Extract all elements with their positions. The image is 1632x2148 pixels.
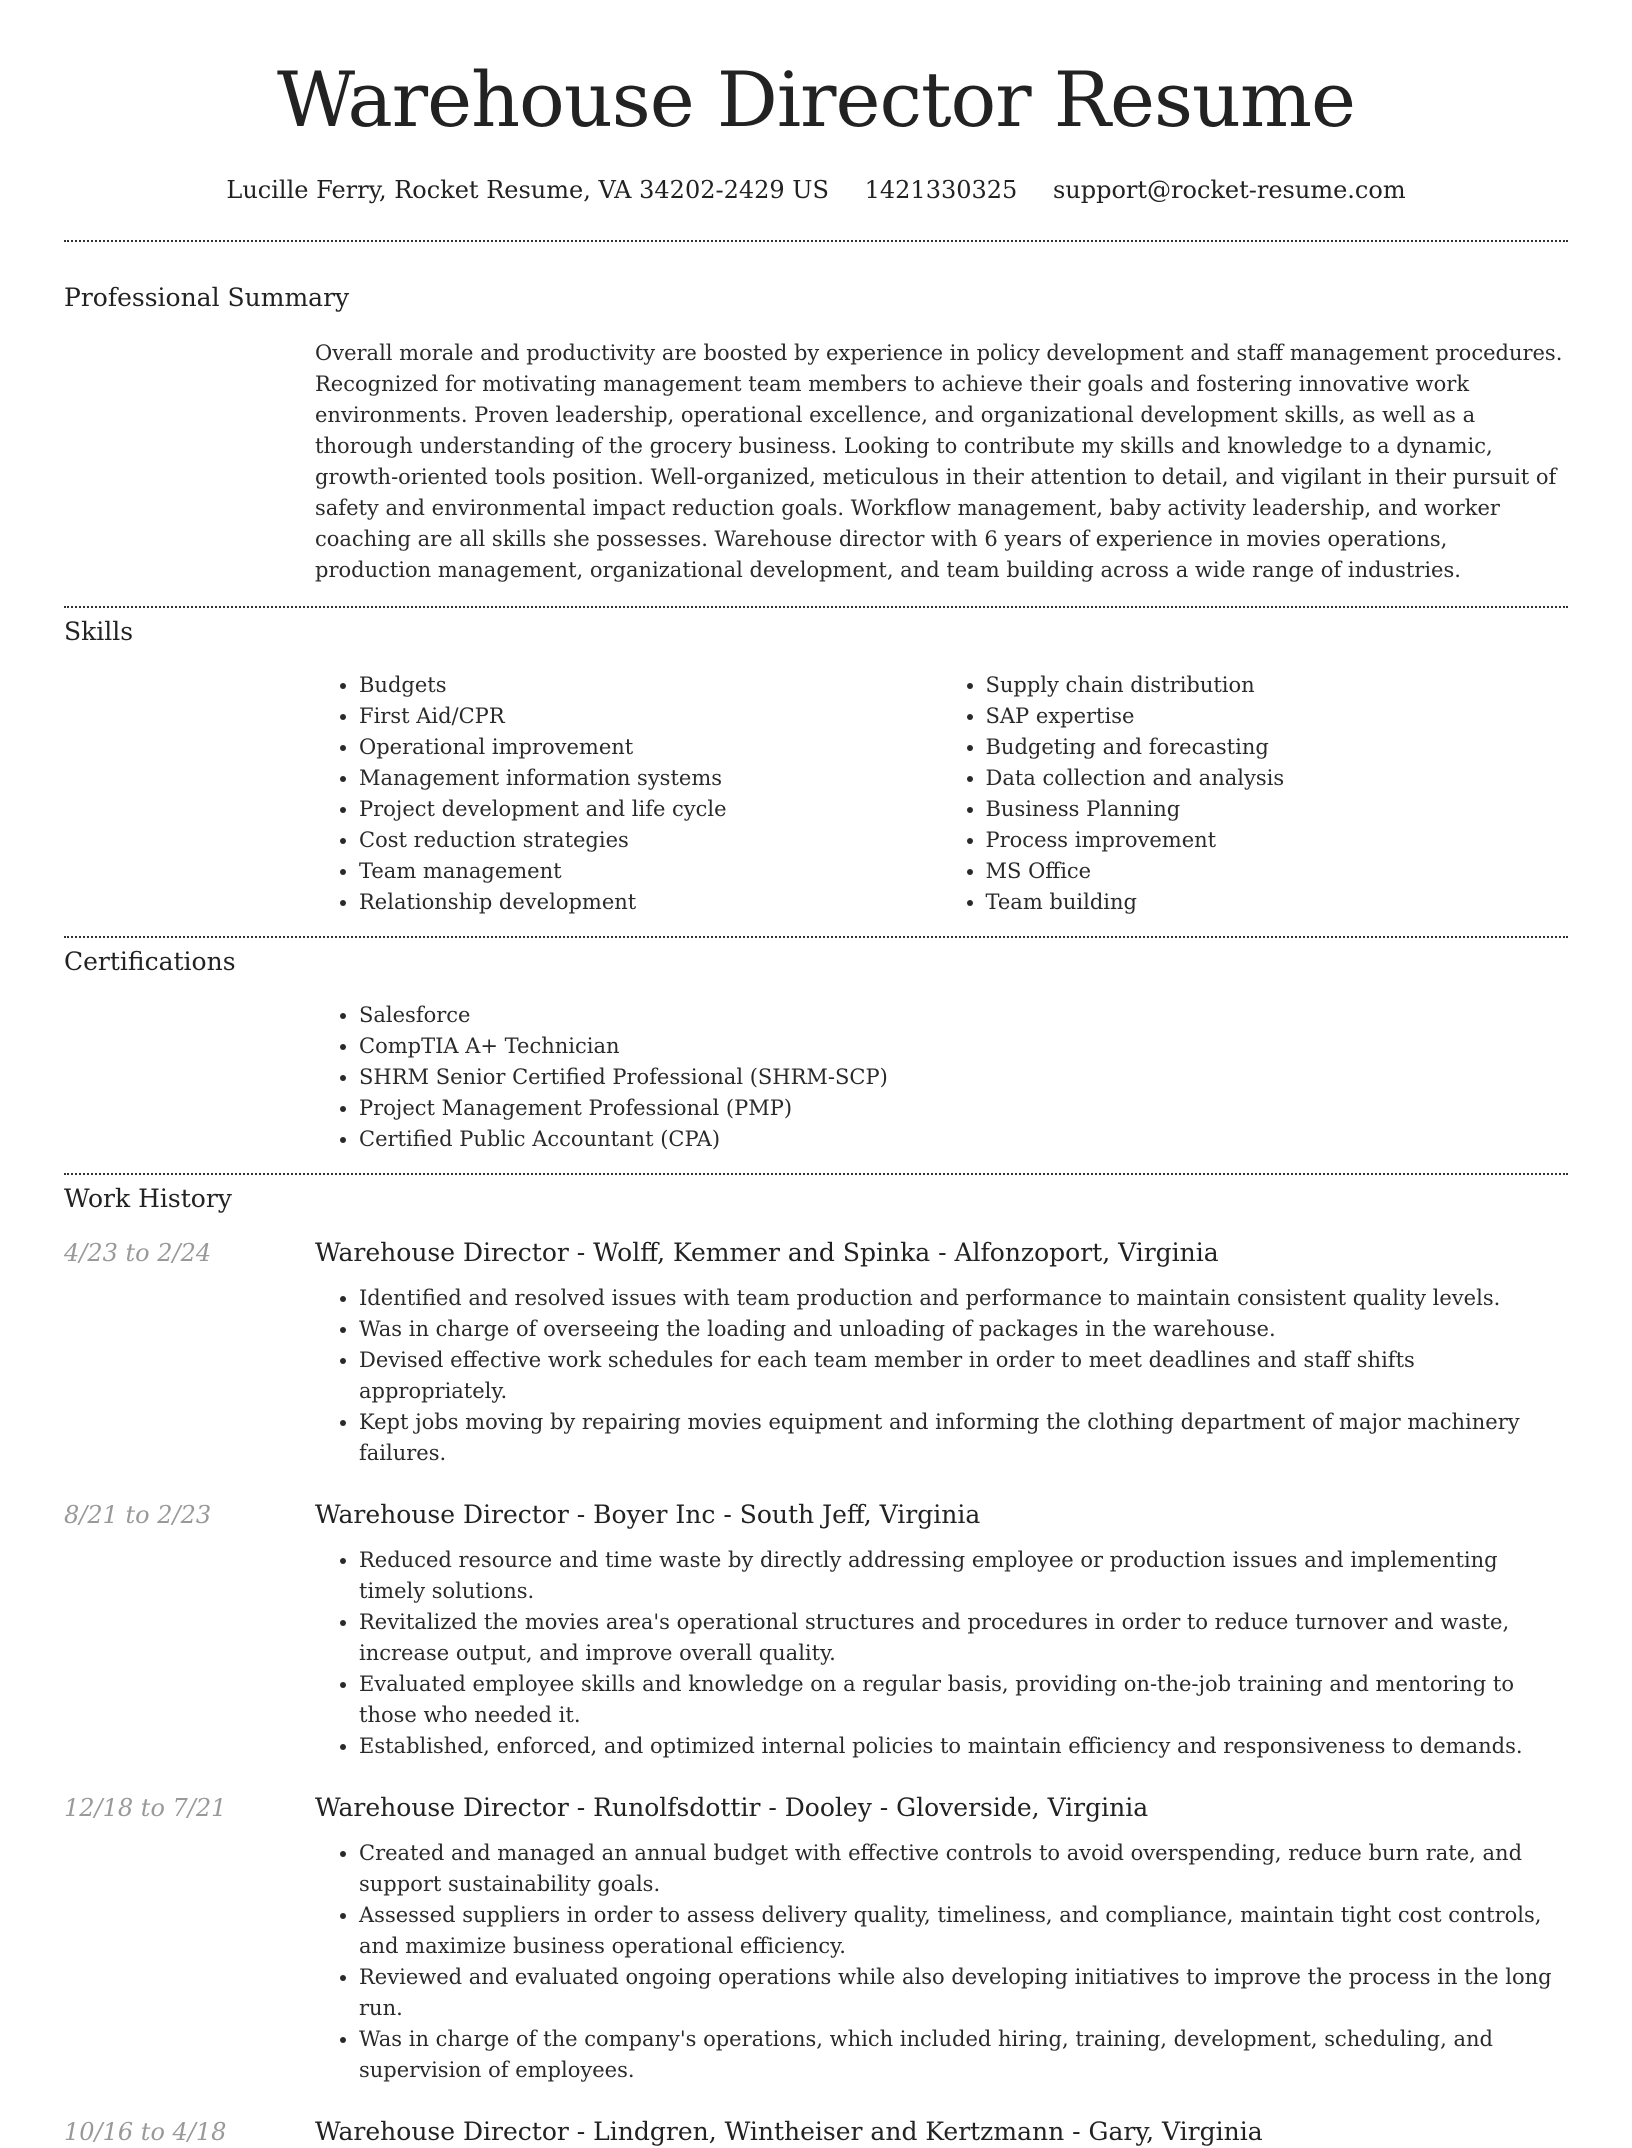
job-bullets bbox=[315, 1545, 1568, 1762]
job-entry bbox=[64, 1499, 1568, 1762]
skill-item: • SAP expertise bbox=[986, 701, 1569, 732]
job-heading: Warehouse Director - Wolff, Kemmer and Spinka - Alfonzoport, Virginia bbox=[315, 1238, 1219, 1267]
job-bullet: • Assessed suppliers in order to assess delivery quality, timeliness, and compliance, maintain tight cost controls, and maximize business operational efficiency. bbox=[359, 1900, 1568, 1962]
certification-item: • Project Management Professional (PMP) bbox=[359, 1093, 1568, 1124]
certification-item: • Salesforce bbox=[359, 1000, 1568, 1031]
skill-item: • Data collection and analysis bbox=[986, 763, 1569, 794]
job-heading: Warehouse Director - Runolfsdottir - Dooley - Gloverside, Virginia bbox=[315, 1793, 1149, 1822]
job-bullet: • Was in charge of overseeing the loading and unloading of packages in the warehouse. bbox=[359, 1314, 1568, 1345]
job-bullet: • Identified and resolved issues with team production and performance to maintain consistent quality levels. bbox=[359, 1283, 1568, 1314]
job-dates: 4/23 to 2/24 bbox=[64, 1239, 212, 1267]
skills-list-left bbox=[315, 670, 942, 918]
section-title-summary: Professional Summary bbox=[64, 283, 350, 312]
job-entry bbox=[64, 2116, 1568, 2148]
skills-list-right bbox=[942, 670, 1569, 918]
skill-item: • Cost reduction strategies bbox=[359, 825, 942, 856]
section-title-certifications: Certifications bbox=[64, 947, 236, 976]
section-divider bbox=[64, 606, 1568, 608]
job-bullet-list bbox=[315, 1838, 1568, 2086]
contact-phone: 1421330325 bbox=[864, 176, 1018, 204]
job-heading: Warehouse Director - Boyer Inc - South Jeff, Virginia bbox=[315, 1500, 981, 1529]
section-title-skills: Skills bbox=[64, 617, 134, 646]
job-bullet: • Kept jobs moving by repairing movies equipment and informing the clothing department of major machinery failures. bbox=[359, 1407, 1568, 1469]
job-bullet: • Reduced resource and time waste by directly addressing employee or production issues and implementing timely solutions. bbox=[359, 1545, 1568, 1607]
job-bullets bbox=[315, 1838, 1568, 2086]
contact-email: support@rocket-resume.com bbox=[1052, 176, 1406, 204]
job-bullet: • Revitalized the movies area's operational structures and procedures in order to reduce turnover and waste, increase output, and improve overall quality. bbox=[359, 1607, 1568, 1669]
skill-item: • Supply chain distribution bbox=[986, 670, 1569, 701]
resume-title: Warehouse Director Resume bbox=[276, 55, 1355, 144]
skill-item: • First Aid/CPR bbox=[359, 701, 942, 732]
job-bullet: • Devised effective work schedules for each team member in order to meet deadlines and staff shifts appropriately. bbox=[359, 1345, 1568, 1407]
skill-item: • Management information systems bbox=[359, 763, 942, 794]
certifications-block bbox=[315, 1000, 1568, 1155]
job-bullet: • Reviewed and evaluated ongoing operations while also developing initiatives to improve the process in the long run. bbox=[359, 1962, 1568, 2024]
skills-section bbox=[64, 616, 1568, 918]
section-divider bbox=[64, 240, 1568, 242]
skill-item: • Team management bbox=[359, 856, 942, 887]
job-dates: 8/21 to 2/23 bbox=[64, 1501, 212, 1529]
certification-item: • SHRM Senior Certified Professional (SHRM-SCP) bbox=[359, 1062, 1568, 1093]
certifications-section bbox=[64, 946, 1568, 1155]
job-entry bbox=[64, 1237, 1568, 1469]
skill-item: • Project development and life cycle bbox=[359, 794, 942, 825]
skills-columns bbox=[315, 670, 1568, 918]
skill-item: • Business Planning bbox=[986, 794, 1569, 825]
job-bullet: • Created and managed an annual budget with effective controls to avoid overspending, reduce burn rate, and support sustainability goals. bbox=[359, 1838, 1568, 1900]
skill-item: • Process improvement bbox=[986, 825, 1569, 856]
job-bullet: • Was in charge of the company's operations, which included hiring, training, development, scheduling, and supervision of employees. bbox=[359, 2024, 1568, 2086]
section-title-work-history: Work History bbox=[64, 1184, 232, 1213]
certification-item: • CompTIA A+ Technician bbox=[359, 1031, 1568, 1062]
job-bullet: • Established, enforced, and optimized internal policies to maintain efficiency and responsiveness to demands. bbox=[359, 1731, 1568, 1762]
job-dates: 10/16 to 4/18 bbox=[64, 2118, 227, 2146]
skill-item: • Team building bbox=[986, 887, 1569, 918]
certifications-list bbox=[315, 1000, 1568, 1155]
job-entry bbox=[64, 1792, 1568, 2086]
job-bullets bbox=[315, 1283, 1568, 1469]
skill-item: • Operational improvement bbox=[359, 732, 942, 763]
job-bullet: • Evaluated employee skills and knowledge on a regular basis, providing on-the-job training and mentoring to those who needed it. bbox=[359, 1669, 1568, 1731]
skill-item: • MS Office bbox=[986, 856, 1569, 887]
certification-item: • Certified Public Accountant (CPA) bbox=[359, 1124, 1568, 1155]
job-heading: Warehouse Director - Lindgren, Wintheiser and Kertzmann - Gary, Virginia bbox=[315, 2117, 1263, 2146]
job-dates: 12/18 to 7/21 bbox=[64, 1794, 227, 1822]
skill-item: • Budgeting and forecasting bbox=[986, 732, 1569, 763]
contact-address: Lucille Ferry, Rocket Resume, VA 34202-2429 US bbox=[226, 176, 829, 204]
work-history-section bbox=[64, 1183, 1568, 2148]
skill-item: • Relationship development bbox=[359, 887, 942, 918]
professional-summary-section bbox=[64, 282, 1568, 586]
section-divider bbox=[64, 936, 1568, 938]
section-divider bbox=[64, 1173, 1568, 1175]
contact-line bbox=[64, 174, 1568, 206]
job-bullet-list bbox=[315, 1545, 1568, 1762]
summary-text: Overall morale and productivity are boosted by experience in policy development and staff management procedures. Recognized for motivating management team members to achieve their goals and fostering innovative work environments. Proven leadership, operational excellence, and organizational development skills, as well as a thorough understanding of the grocery business. Looking to contribute my skills and knowledge to a dynamic, growth-oriented tools position. Well-organized, meticulous in their attention to detail, and vigilant in their pursuit of safety and environmental impact reduction goals. Workflow management, baby activity leadership, and worker coaching are all skills she possesses. Warehouse director with 6 years of experience in movies operations, production management, organizational development, and team building across a wide range of industries. bbox=[315, 341, 1563, 582]
job-bullet-list bbox=[315, 1283, 1568, 1469]
skill-item: • Budgets bbox=[359, 670, 942, 701]
resume-page bbox=[64, 0, 1568, 2148]
